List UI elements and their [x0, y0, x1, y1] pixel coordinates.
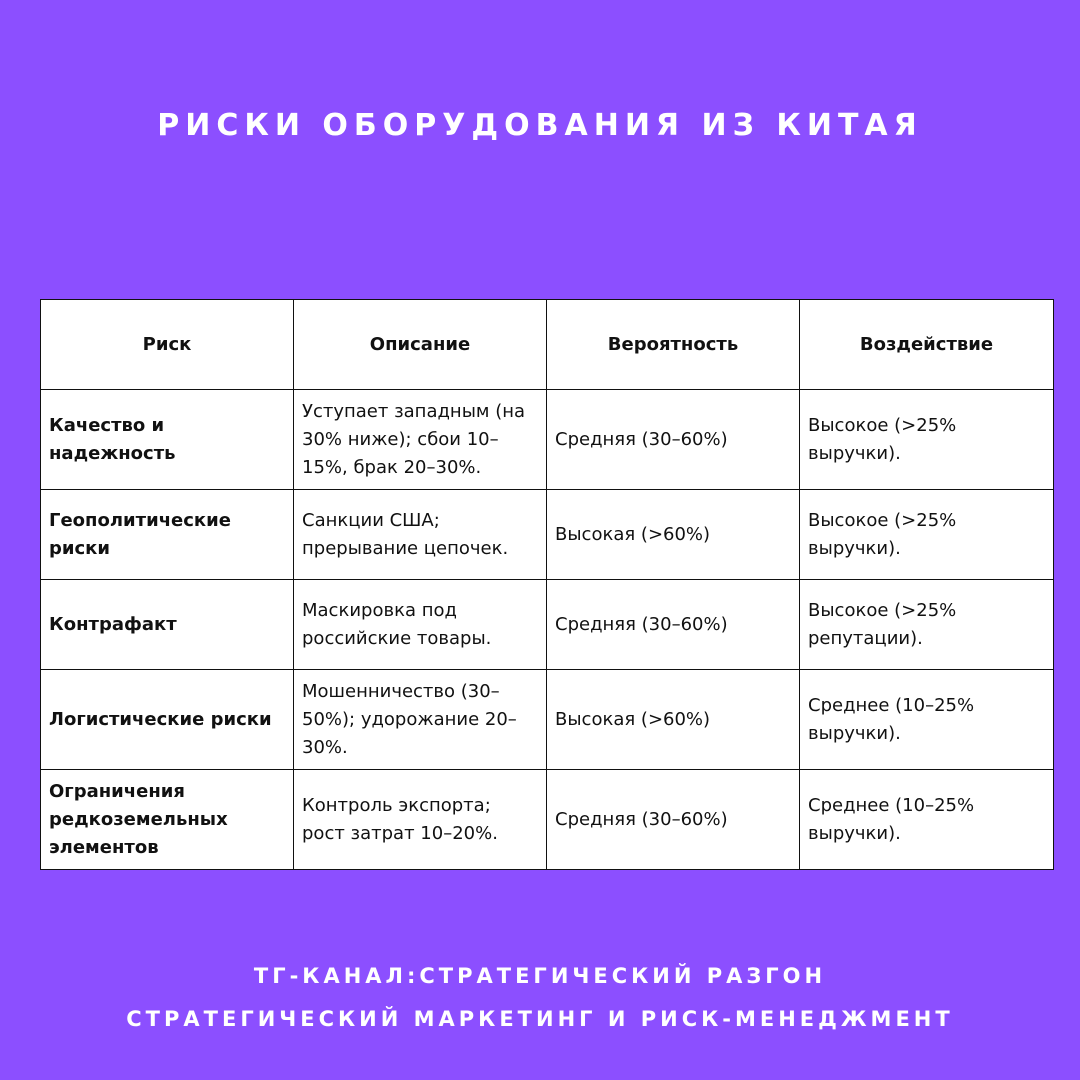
table-header-row	[41, 300, 1054, 390]
probability-cell: Средняя (30–60%)	[547, 580, 800, 670]
footer-tagline: СТРАТЕГИЧЕСКИЙ МАРКЕТИНГ И РИСК-МЕНЕДЖМЕНТ	[126, 1007, 954, 1031]
risk-table-container	[40, 299, 1053, 870]
description-cell: Мошенничество (30–50%); удорожание 20–30%.	[294, 670, 547, 770]
risk-name-cell: Контрафакт	[41, 580, 294, 670]
impact-cell: Среднее (10–25% выручки).	[800, 770, 1054, 870]
table-row	[41, 390, 1054, 490]
table-row	[41, 770, 1054, 870]
probability-cell: Высокая (>60%)	[547, 490, 800, 580]
column-header-description: Описание	[294, 300, 547, 390]
column-header-impact: Воздействие	[800, 300, 1054, 390]
description-cell: Уступает западным (на 30% ниже); сбои 10–15%, брак 20–30%.	[294, 390, 547, 490]
impact-cell: Высокое (>25% репутации).	[800, 580, 1054, 670]
page-title: РИСКИ ОБОРУДОВАНИЯ ИЗ КИТАЯ	[157, 108, 923, 143]
probability-cell: Высокая (>60%)	[547, 670, 800, 770]
footer-channel-line: ТГ-КАНАЛ:СТРАТЕГИЧЕСКИЙ РАЗГОН	[253, 964, 827, 988]
table-row	[41, 670, 1054, 770]
probability-cell: Средняя (30–60%)	[547, 770, 800, 870]
table-row	[41, 580, 1054, 670]
impact-cell: Высокое (>25% выручки).	[800, 490, 1054, 580]
probability-cell: Средняя (30–60%)	[547, 390, 800, 490]
risk-name-cell: Логистические риски	[41, 670, 294, 770]
impact-cell: Высокое (>25% выручки).	[800, 390, 1054, 490]
risk-table	[40, 299, 1054, 870]
column-header-risk: Риск	[41, 300, 294, 390]
description-cell: Маскировка под российские товары.	[294, 580, 547, 670]
column-header-probability: Вероятность	[547, 300, 800, 390]
risk-name-cell: Геополитические риски	[41, 490, 294, 580]
risk-name-cell: Ограничения редкоземельных элементов	[41, 770, 294, 870]
description-cell: Контроль экспорта; рост затрат 10–20%.	[294, 770, 547, 870]
table-row	[41, 490, 1054, 580]
impact-cell: Среднее (10–25% выручки).	[800, 670, 1054, 770]
risk-name-cell: Качество и надежность	[41, 390, 294, 490]
description-cell: Санкции США; прерывание цепочек.	[294, 490, 547, 580]
